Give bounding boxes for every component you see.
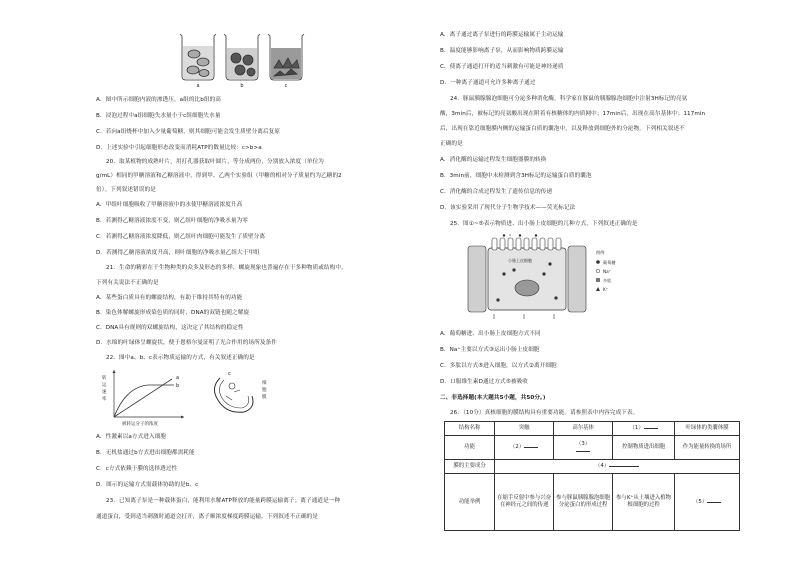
- q25-option-b: B．Na⁺主要以方式③运出小肠上皮细胞: [440, 347, 540, 353]
- intestinal-cell-figure: [464, 234, 636, 320]
- fig25-mid-label: 小肠上皮细胞: [508, 258, 532, 263]
- table-cell: 参与豚鼠胰腺腺泡细胞分泌蛋白的形成过程: [554, 474, 613, 531]
- q20-stem-line2: g/mL）相同的甲糖溶液和乙糖溶液中，得到甲、乙两个实验组（甲糖的相对分子质量约为乙糖的2: [96, 173, 342, 179]
- cell-note-2: 胞: [262, 388, 267, 393]
- q24-stem-line4: 正确的是: [440, 141, 463, 147]
- q24-stem-line3: 后，出现在靠近细胞膜内侧的运输蛋白质的囊泡中，以及释放到细胞外的分泌物。下列相关叙述不: [440, 126, 685, 132]
- q22-option-a: A．性激素以a方式进入细胞: [96, 434, 167, 440]
- q22-option-d: D．图示的运输方式需载体协助的是b、c: [96, 482, 199, 488]
- q23-option-a: A．离子通过离子泵进行的跨膜运输属于主动运输: [440, 32, 564, 38]
- table-cell: 功能举例: [445, 474, 495, 531]
- q19-option-a: A．图中所示细胞内液的渗透压，a组的比b组的高: [96, 97, 221, 103]
- q21-stem-line1: 21．生命的精彩在于生物种类的众多及形态的多样，螺旋现象也普遍存在于多种物质或结构中，: [106, 265, 347, 271]
- q25-option-c: C．多肽以方式⑤进入细胞，以方式②离开细胞: [440, 363, 557, 369]
- q21-stem-line2: 下列有关说法不正确的是: [96, 280, 159, 286]
- graph-ylabel-2: 运: [102, 383, 107, 388]
- q23-option-c: C．使离子通道打开的适当刺激有可能是神经递质: [440, 64, 564, 70]
- table-cell: 结构名称: [445, 422, 495, 436]
- table-row-header: [445, 422, 740, 436]
- table-cell: 膜的主要成分: [445, 460, 495, 474]
- q24-stem-line2: 酸，3min后，被标记的亮氨酸出现在附着有核糖体的内质网中；17min后，出现在高尔基体中；117min: [440, 111, 706, 117]
- q21-option-d: D．水绵的叶绿体呈螺旋状，便于恩格尔曼证明了光合作用的场所及条件: [96, 340, 277, 346]
- table-cell: 高尔基体: [554, 422, 613, 436]
- graph-ylabel-4: 率: [102, 397, 107, 402]
- graph-ylabel-3: 速: [102, 390, 107, 395]
- fig25-legend-glucose: 葡萄糖: [603, 260, 616, 265]
- beaker-a: [180, 34, 216, 80]
- q22-stem: 22．图中a、b、c表示物质运输的方式，有关叙述正确的是: [106, 355, 255, 361]
- q24-option-d: D．该实验采用了现代分子生物学技术——荧光标记法: [440, 205, 576, 211]
- q23-option-d: D．一种离子通道可允许多种离子通过: [440, 80, 536, 86]
- table-cell: 作为能量转换的场所: [675, 436, 740, 460]
- fig25-legend-k: K⁺: [603, 287, 608, 292]
- q23-option-b: B．温度能够影响离子泵，从而影响物质跨膜运输: [440, 48, 564, 54]
- curve-label-a: a: [176, 375, 180, 381]
- q21-option-b: B．染色体解螺旋形成染色质的同时，DNA的双链也随之解旋: [96, 310, 250, 316]
- graph-ylabel-1: 转: [102, 376, 107, 381]
- table-cell-blank-1: （1）: [613, 422, 675, 436]
- cell-note-3: 膜: [262, 395, 267, 400]
- fig25-legend-title: 图例: [596, 250, 605, 255]
- table-cell: 在缩手反射中参与兴奋在神经元之间的传递: [495, 474, 554, 531]
- q22-option-c: C．c方式依赖于膜的选择透过性: [96, 466, 178, 472]
- beakers-figure: [176, 28, 306, 88]
- q22-option-b: B．无机盐通过b方式进出细胞都需耗能: [96, 450, 195, 456]
- cell-label-c: c: [228, 371, 232, 377]
- beaker-b: [224, 34, 260, 80]
- table-cell: 突触: [495, 422, 554, 436]
- q24-stem-line1: 24．豚鼠胰腺腺泡细胞可分泌多种消化酶，科学家在豚鼠的胰腺腺泡细胞中注射3H标记的亮氨: [450, 96, 688, 102]
- q23-stem-line2: 通道蛋白，受到适当刺激时通道会打开，离子顺浓度梯度跨膜运输。下列叙述不正确的是: [96, 514, 319, 520]
- q20-stem-line1: 20．取某植物的成熟叶片，用打孔器获取叶圆片，等分成两份，分别放入浓度（单位为: [106, 159, 324, 165]
- transport-rate-graph: [98, 367, 198, 427]
- q20-option-b: B．若测得乙糖溶液浓度不变，则乙组叶细胞的净吸水量为零: [96, 218, 248, 224]
- table-cell: 功能: [445, 436, 495, 460]
- q24-option-b: B．3min前，细胞中未检测到含3H标记的运输蛋白质的囊泡: [440, 173, 592, 179]
- q25-option-a: A．葡萄糖进、出小肠上皮细胞方式不同: [440, 331, 541, 337]
- q20-option-a: A．甲组叶细胞吸收了甲糖溶液中的水使甲糖溶液浓度升高: [96, 202, 243, 208]
- q25-stem: 25．图①~⑤表示物质进、出小肠上皮细胞的几种方式，下列叙述正确的是: [450, 221, 638, 227]
- curve-label-b: b: [176, 383, 180, 389]
- table-cell-blank-2: （2）: [495, 436, 554, 460]
- q20-stem-line3: 倍）。下列叙述错误的是: [96, 187, 156, 193]
- curve-b: [114, 385, 174, 417]
- table-cell-blank-3: （3）: [554, 436, 613, 460]
- q26-stem: 26．（10分）真核细胞的膜结构具有重要功能。请参照表中内容完成下表。: [450, 410, 639, 416]
- table-cell-blank-5: （5）: [675, 474, 740, 531]
- q19-option-c: C．若向a组烧杯中加入少量葡萄糖，则其细胞可能会发生质壁分离后复原: [96, 129, 281, 135]
- beaker-c: [268, 34, 304, 80]
- beaker-label-a: a: [196, 83, 200, 88]
- section-2-heading: 二、非选择题(本大题共5小题，共50分。): [440, 395, 546, 401]
- fig25-legend-peptide: 多肽: [603, 278, 612, 283]
- q20-option-d: D．若测得乙糖溶液浓度升高，则叶细胞的净吸水量乙组大于甲组: [96, 250, 260, 256]
- membrane-figure-c: [204, 368, 274, 424]
- table-cell: 叶绿体的类囊体膜: [675, 422, 740, 436]
- q23-stem-line1: 23．已知离子泵是一种载体蛋白，能利用水解ATP释放的能量跨膜运输离子；离子通道是一种: [106, 498, 341, 504]
- beaker-label-b: b: [240, 83, 244, 88]
- q21-option-c: C．DNA具有规则的双螺旋结构，这决定了其结构的稳定性: [96, 325, 244, 331]
- table-row-composition: [445, 460, 740, 474]
- table-row-example: [445, 474, 740, 531]
- q24-option-c: C．消化酶的合成过程发生了遗传信息的传递: [440, 189, 553, 195]
- q24-option-a: A．消化酶的运输过程发生细胞器膜的转换: [440, 157, 547, 163]
- graph-xlabel: 被转运分子的浓度: [122, 422, 158, 427]
- q20-option-c: C．若测得乙糖溶液浓度降低，则乙组叶肉细胞可能发生了质壁分离: [96, 234, 266, 240]
- fig25-legend-na: Na⁺: [603, 269, 611, 274]
- q19-option-d: D．上述实验中引起细胞形态改变而消耗ATP的数量比较：c>b>a: [96, 145, 262, 151]
- cell-note-1: 细: [262, 381, 267, 386]
- table-cell: 控制物质进出细胞: [613, 436, 675, 460]
- beaker-label-c: c: [284, 83, 288, 88]
- table-cell-blank-4: （4）: [495, 460, 740, 474]
- table-row-function: [445, 436, 740, 460]
- q21-option-a: A．某些蛋白质具有的螺旋结构，有助于维持其特有的功能: [96, 295, 243, 301]
- q19-option-b: B．浸泡过程中a组细胞失水量小于c组细胞失水量: [96, 113, 221, 119]
- q25-option-d: D．口服维生素D通过方式⑤被吸收: [440, 379, 528, 385]
- table-cell: 参与K⁺从土壤进入植物根细胞的过程: [613, 474, 675, 531]
- q26-table: [444, 421, 740, 531]
